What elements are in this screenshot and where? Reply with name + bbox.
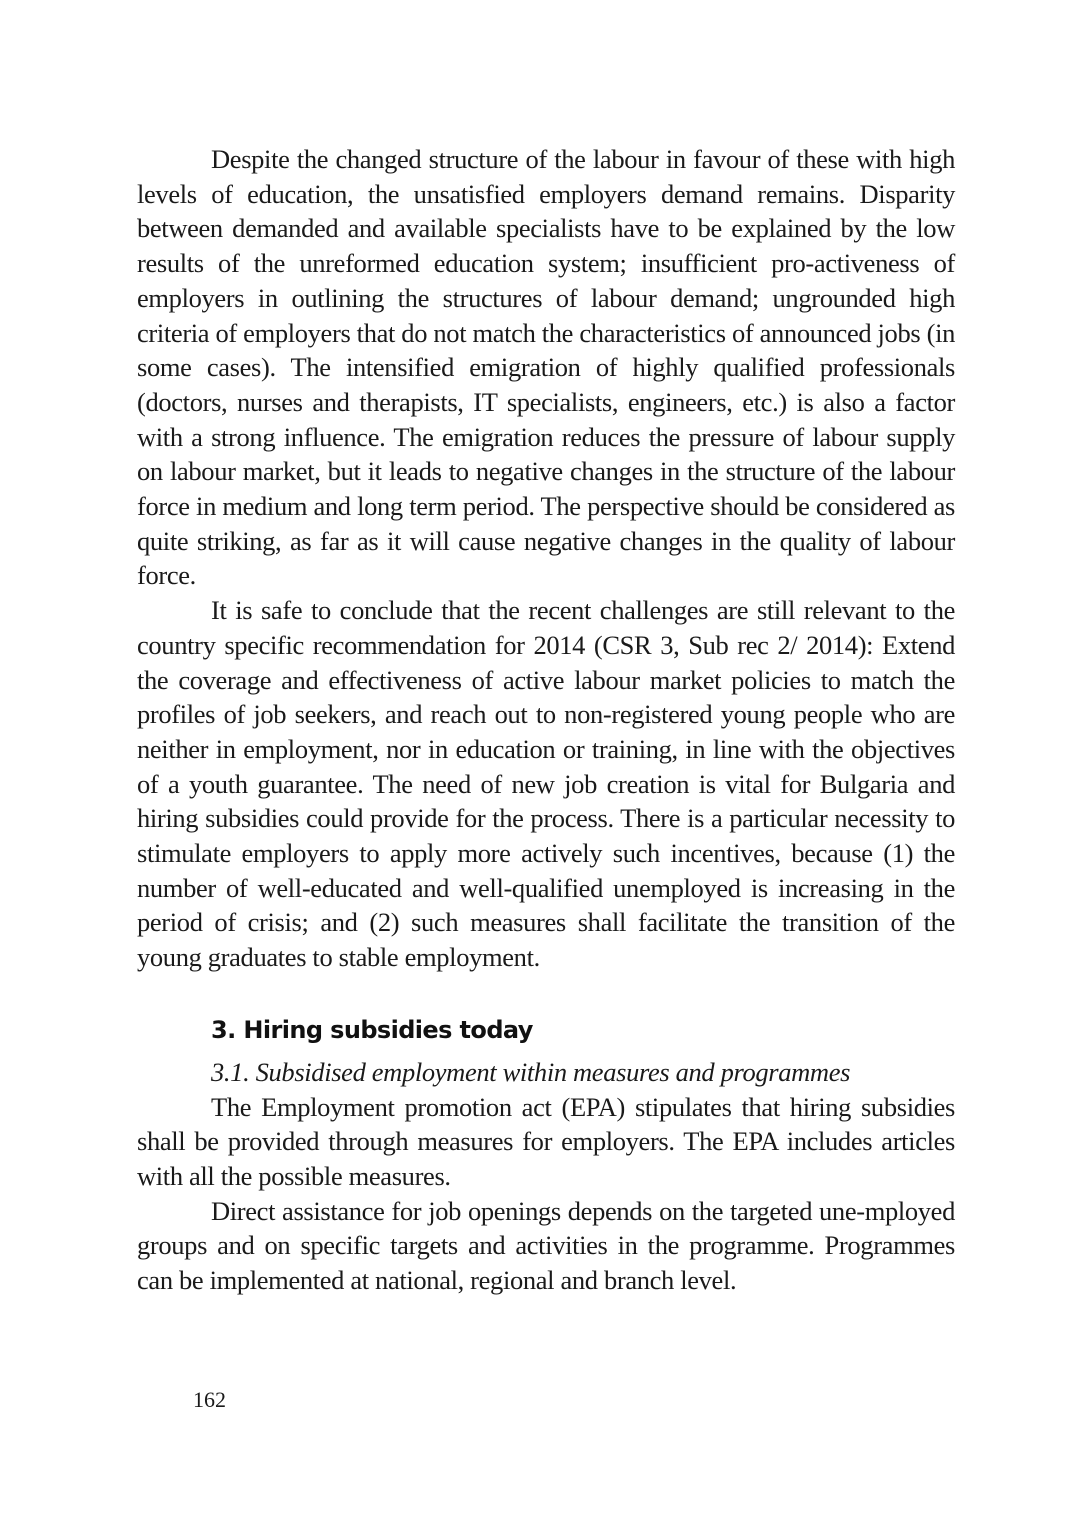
body-paragraph: It is safe to conclude that the recent challenges are still relevant to the country specific recommendation for 2014 (CSR 3, Sub rec 2/ 2014): Extend the coverage and effectiveness of active labour market policies to match the profiles of job seekers, and reach out to non-registered young people who are neither in employment, nor in education or training, in line with the objectives of a youth guarantee. The need of new job creation is vital for Bulgaria and hiring subsidies could provide for the process. There is a particular necessity to stimulate employers to apply more actively such incentives, because (1) the number of well-educated and well-qualified unemployed is increasing in the period of crisis; and (2) such measures shall facilitate the transition of the young graduates to stable employment. [137, 595, 955, 973]
document-page [137, 142, 955, 1298]
section-heading: 3. Hiring subsidies today [211, 1015, 533, 1044]
body-paragraph: Direct assistance for job openings depends on the targeted une-mployed groups and on specific targets and activities in the programme. Programmes can be implemented at national, regional and branch level. [137, 1195, 955, 1296]
page-number: 162 [193, 1387, 226, 1412]
body-paragraph: The Employment promotion act (EPA) stipulates that hiring subsidies shall be provided through measures for employers. The EPA includes articles with all the possible measures. [137, 1091, 955, 1191]
body-paragraph: Despite the changed structure of the labour in favour of these with high levels of education, the unsatisfied employers demand remains. Disparity between demanded and available specialists have to be explained by the low results of the unreformed education system; insufficient pro-activeness of employers in outlining the structures of labour demand; ungrounded high criteria of employers that do not match the characteristics of announced jobs (in some cases). The intensified emigration of highly qualified professionals (doctors, nurses and therapists, IT specialists, engineers, etc.) is also a factor with a strong influence. The emigration reduces the pressure of labour supply on labour market, but it leads to negative changes in the structure of the labour force in medium and long term period. The perspective should be considered as quite striking, as far as it will cause negative changes in the quality of labour force. [137, 144, 955, 591]
subsection-heading: 3.1. Subsidised employment within measures and programmes [211, 1056, 851, 1087]
